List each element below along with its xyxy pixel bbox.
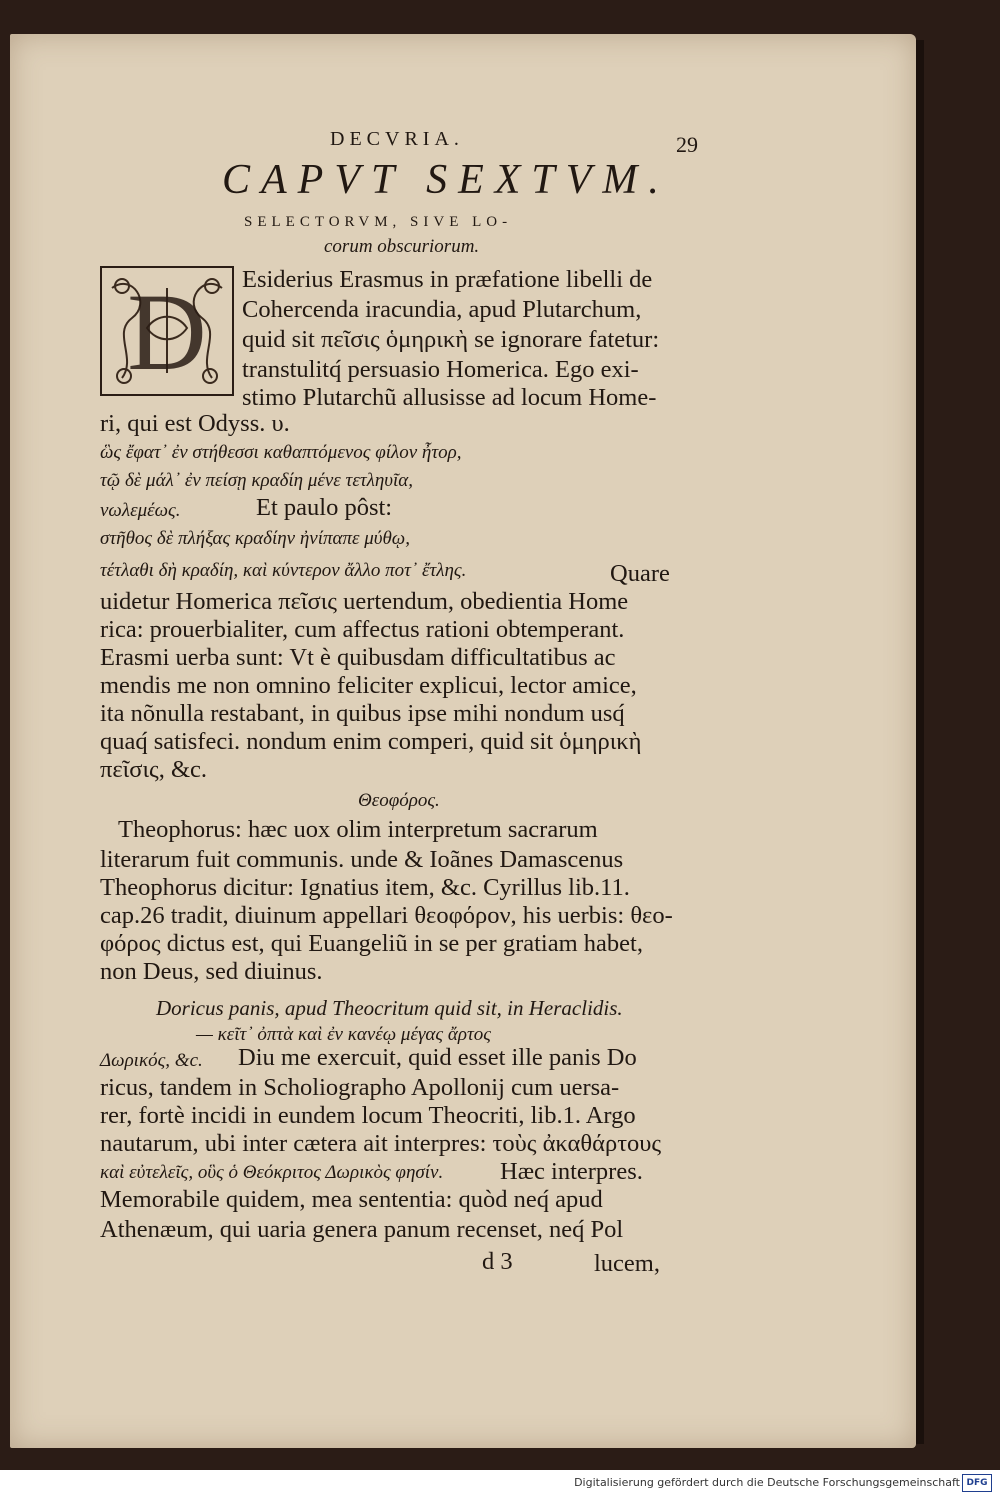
text-line: Et paulo pôst:: [256, 494, 393, 521]
greek-verse: καὶ εὐτελεῖς, οὓς ὁ Θεόκριτος Δωρικὸς φησίν.: [100, 1162, 444, 1183]
text-line: Hæc interpres.: [500, 1158, 643, 1185]
page-edge-shadow: [916, 40, 924, 1444]
text-line: quid sit πεῖσις ὁμηρικὴ se ignorare fatetur:: [242, 326, 660, 353]
text-line: φόρος dictus est, qui Euangeliũ in se per gratiam habet,: [100, 930, 643, 957]
text-line: cap.26 tradit, diuinum appellari θεοφόρον, his uerbis: θεο-: [100, 902, 673, 929]
text-line: ricus, tandem in Scholiographo Apollonij cum uersa-: [100, 1074, 620, 1101]
initial-letter: D: [127, 271, 207, 393]
running-header: DECVRIA.: [330, 128, 464, 150]
chapter-subtitle-line2: corum obscuriorum.: [324, 236, 480, 257]
greek-verse: νωλεμέως.: [100, 500, 181, 521]
decorated-initial: [100, 266, 234, 396]
catchword: lucem,: [594, 1250, 660, 1277]
text-line: non Deus, sed diuinus.: [100, 958, 323, 985]
text-line: nautarum, ubi inter cætera ait interpres: τοὺς ἀκαθάρτους: [100, 1130, 662, 1157]
greek-verse: τέτλαθι δὴ κραδίη, καὶ κύντερον ἄλλο ποτ᾽ ἔτλης.: [100, 560, 467, 581]
text-line: rer, fortè incidi in eundem locum Theocriti, lib.1. Argo: [100, 1102, 636, 1129]
text-line: πεῖσις, &c.: [100, 756, 208, 783]
text-line: Theophorus dicitur: Ignatius item, &c. Cyrillus lib.11.: [100, 874, 630, 901]
text-line: transtulitq́ persuasio Homerica. Ego exi-: [242, 356, 639, 383]
greek-verse: ὣς ἔφατ᾽ ἐν στήθεσσι καθαπτόμενος φίλον ἦτορ,: [100, 442, 462, 463]
greek-verse: Δωρικός, &c.: [100, 1050, 203, 1071]
section-heading: Θεοφόρος.: [358, 790, 440, 811]
signature-mark: d 3: [482, 1248, 513, 1275]
funding-notice: Digitalisierung gefördert durch die Deutsche Forschungsgemeinschaft: [574, 1476, 960, 1489]
greek-verse: — κεῖτ᾽ ὀπτὰ καὶ ἐν κανέῳ μέγας ἄρτος: [196, 1024, 491, 1045]
dfg-logo: DFG: [962, 1474, 992, 1492]
text-line: Erasmi uerba sunt: Vt è quibusdam difficultatibus ac: [100, 644, 616, 671]
text-line: literarum fuit communis. unde & Ioãnes Damascenus: [100, 846, 624, 873]
chapter-title: CAPVT SEXTVM.: [222, 157, 670, 203]
text-line: Athenæum, qui uaria genera panum recenset, neq́ Pol: [100, 1216, 624, 1243]
page-number: 29: [676, 132, 698, 157]
greek-verse: στῆθος δὲ πλήξας κραδίην ἠνίπαπε μύθῳ,: [100, 528, 410, 549]
text-line: quaq́ satisfeci. nondum enim comperi, quid sit ὁμηρικὴ: [100, 728, 642, 755]
text-line: Quare: [610, 560, 670, 587]
text-line: Theophorus: hæc uox olim interpretum sacrarum: [118, 816, 598, 843]
text-line: rica: prouerbialiter, cum affectus rationi obtemperant.: [100, 616, 625, 643]
text-line: Memorabile quidem, mea sententia: quòd neq́ apud: [100, 1186, 603, 1213]
text-line: ita nõnulla restabant, in quibus ipse mihi nondum usq́: [100, 700, 625, 727]
text-line: stimo Plutarchũ allusisse ad locum Home-: [242, 384, 657, 411]
text-line: ri, qui est Odyss. υ.: [100, 410, 290, 437]
text-line: Esiderius Erasmus in præfatione libelli de: [242, 266, 653, 293]
section-heading: Doricus panis, apud Theocritum quid sit, in Heraclidis.: [156, 996, 623, 1020]
chapter-subtitle-line1: SELECTORVM, SIVE LO-: [244, 214, 513, 230]
text-line: Cohercenda iracundia, apud Plutarchum,: [242, 296, 642, 323]
text-line: Diu me exercuit, quid esset ille panis Do: [238, 1044, 637, 1071]
text-line: mendis me non omnino feliciter explicui, lector amice,: [100, 672, 637, 699]
greek-verse: τῷ δὲ μάλ᾽ ἐν πείσῃ κραδίη μένε τετληυῖα,: [100, 470, 414, 491]
text-line: uidetur Homerica πεῖσις uertendum, obedientia Home: [100, 588, 629, 615]
